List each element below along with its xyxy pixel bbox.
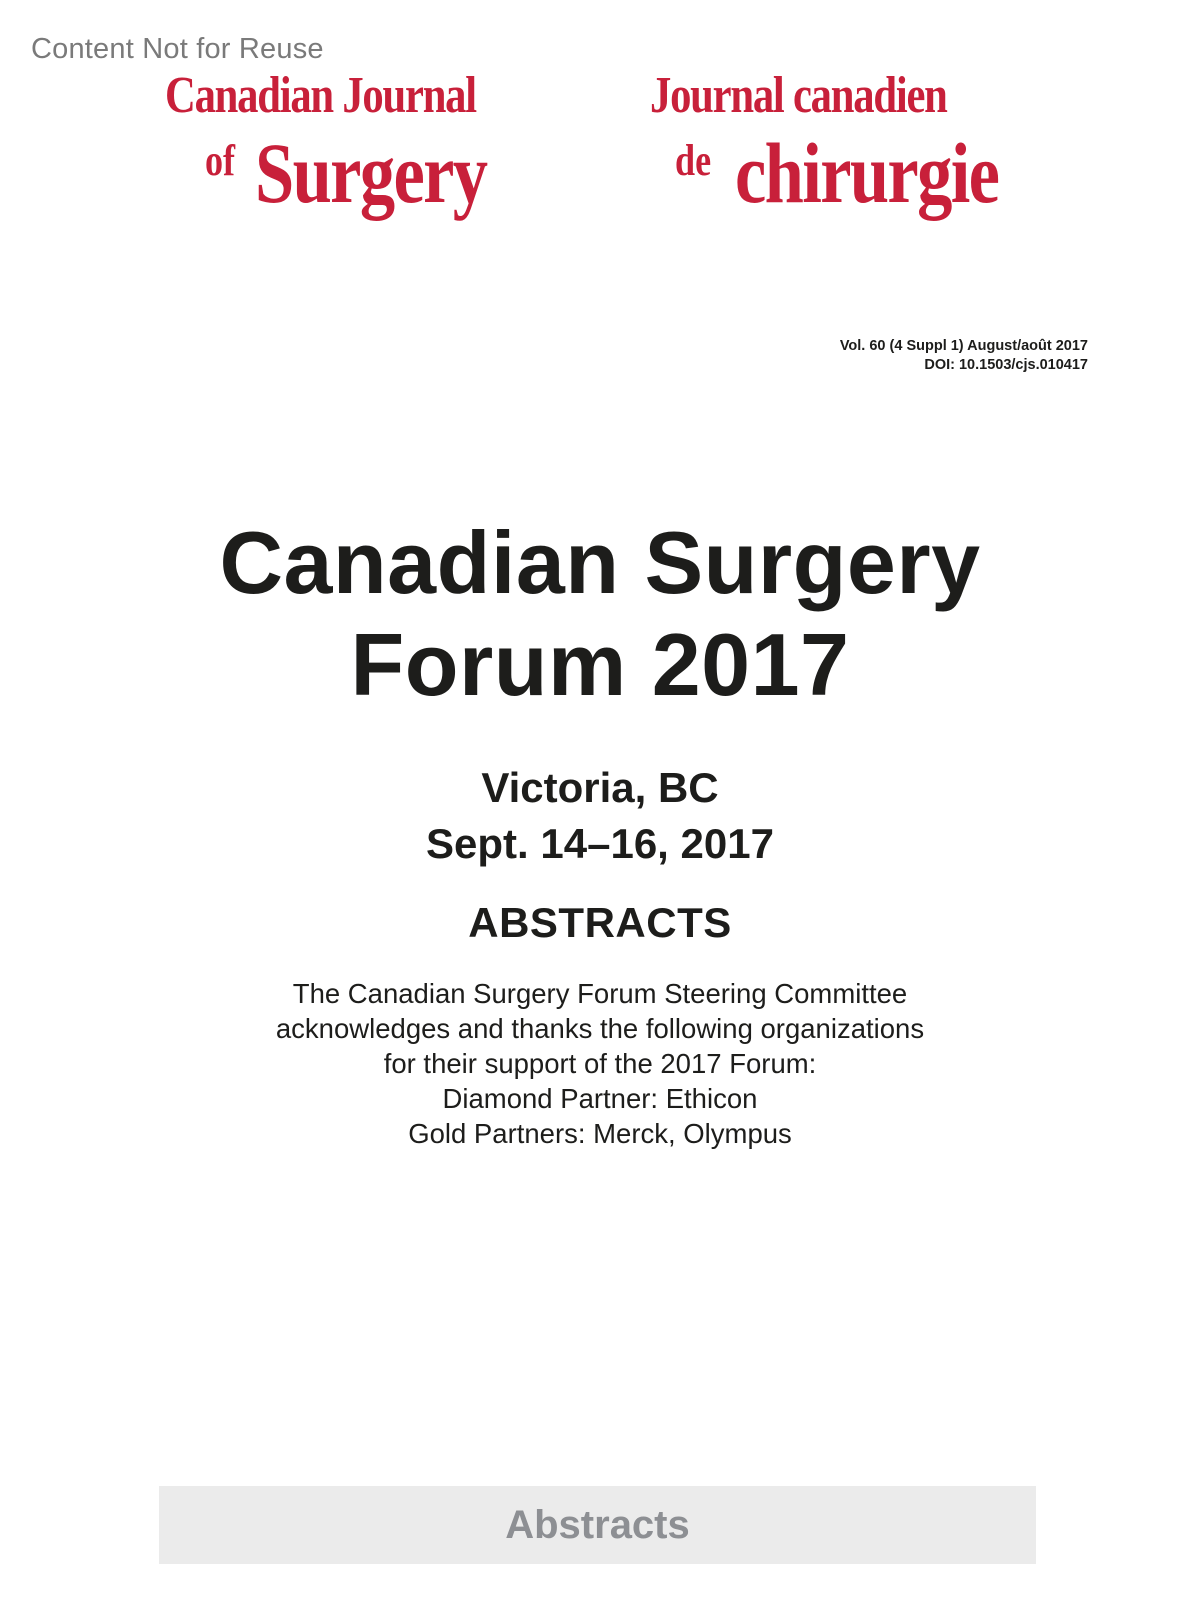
acknowledgement-line: The Canadian Surgery Forum Steering Committee (292, 978, 908, 1009)
acknowledgement-line: acknowledges and thanks the following organizations (275, 1013, 925, 1044)
masthead-french (650, 66, 1070, 236)
issue-doi: DOI: 10.1503/cjs.010417 (924, 357, 1088, 373)
acknowledgement-text (0, 976, 1200, 1151)
masthead-en-big: Surgery (255, 125, 487, 221)
section-bar-label: Abstracts (505, 1503, 690, 1547)
masthead-en-line1: Canadian Journal (165, 67, 476, 124)
watermark-text: Content Not for Reuse (31, 33, 324, 65)
masthead-fr-line1: Journal canadien (650, 67, 947, 124)
title-line-1: Canadian Surgery (219, 513, 981, 612)
event-location (0, 760, 1200, 872)
abstracts-heading: ABSTRACTS (468, 899, 732, 946)
masthead-fr-big: chirurgie (735, 125, 999, 221)
event-dates: Sept. 14–16, 2017 (426, 820, 774, 867)
masthead-english (165, 66, 565, 236)
masthead-fr-small: de (675, 136, 712, 185)
event-city: Victoria, BC (481, 764, 719, 811)
issue-info (840, 337, 1088, 375)
section-bar (159, 1486, 1036, 1564)
masthead-en-small: of (205, 136, 236, 185)
title-line-2: Forum 2017 (350, 615, 850, 714)
page-title (0, 512, 1200, 716)
acknowledgement-line: Diamond Partner: Ethicon (442, 1083, 758, 1114)
acknowledgement-line: for their support of the 2017 Forum: (383, 1048, 817, 1079)
issue-volume: Vol. 60 (4 Suppl 1) August/août 2017 (839, 338, 1088, 354)
acknowledgement-line: Gold Partners: Merck, Olympus (408, 1118, 792, 1149)
journal-masthead (0, 66, 1200, 236)
